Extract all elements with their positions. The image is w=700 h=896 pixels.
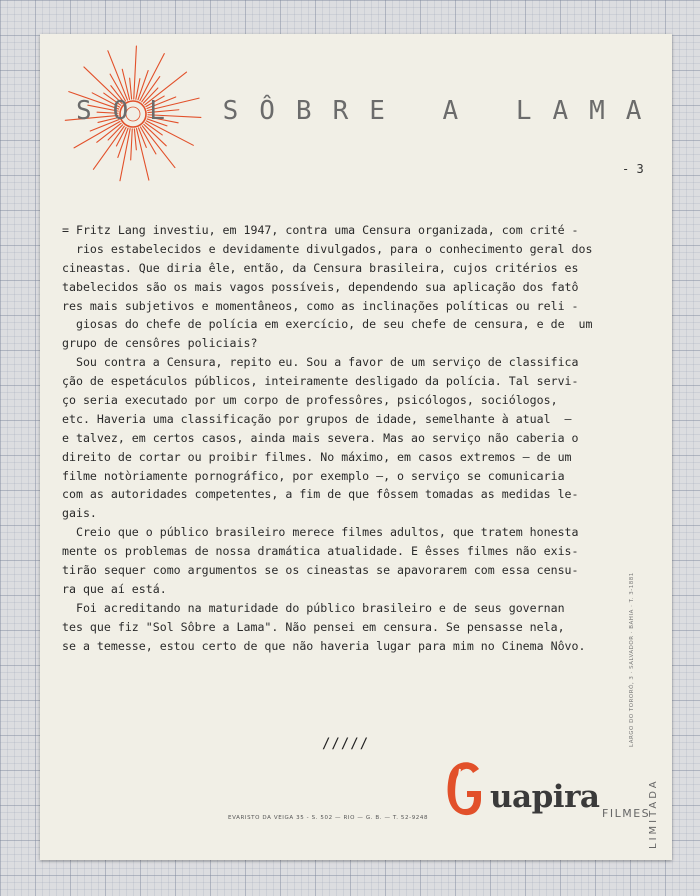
body-line: tes que fiz "Sol Sôbre a Lama". Não pensei em censura. Se pensasse nela, — [62, 619, 565, 634]
letter-body — [62, 221, 648, 655]
body-line: Sou contra a Censura, repito eu. Sou a favor de um serviço de classifica — [62, 355, 579, 370]
sun-ray — [131, 129, 133, 160]
footer-address: EVARISTO DA VEIGA 35 - S. 502 — RIO — G. B. — T. 52-9248 — [228, 815, 429, 821]
body-line: grupo de censôres policiais? — [62, 336, 258, 351]
body-line: mente os problemas de nossa dramática atualidade. E êsses filmes não exis- — [62, 544, 579, 559]
body-line: res mais subjetivos e momentâneos, como as inclinações políticas ou reli - — [62, 298, 579, 313]
sun-ray — [137, 129, 149, 181]
body-line: tabelecidos são os mais vagos possíveis, dependendo sua aplicação dos fatô — [62, 279, 579, 294]
body-line: direito de cortar ou proibir filmes. No máximo, em casos extremos — de um — [62, 449, 572, 464]
body-line: com as autoridades competentes, a fim de que fôssem tomadas as medidas le- — [62, 487, 579, 502]
logo-wordmark: uapira — [490, 779, 600, 815]
body-line: tirão sequer como argumentos se os cineastas se apavorarem com essa censu- — [62, 563, 579, 578]
body-line: se a temesse, estou certo de que não haveria lugar para mim no Cinema Nôvo. — [62, 638, 586, 653]
letter-sheet — [40, 34, 672, 860]
letterhead-title: SOL SÔBRE A LAMA — [76, 96, 663, 126]
body-line: rios estabelecidos e devidamente divulgados, para o conhecimento geral dos — [62, 241, 593, 256]
body-line: = Fritz Lang investiu, em 1947, contra uma Censura organizada, com crité - — [62, 223, 579, 237]
body-line: ção de espetáculos públicos, inteiramente desligado da polícia. Tal servi- — [62, 374, 579, 389]
page-number: - 3 — [622, 162, 644, 176]
body-line: cineastas. Que diria êle, então, da Censura brasileira, cujos critérios es — [62, 260, 579, 275]
body-line: giosas do chefe de polícia em exercício, de seu chefe de censura, e de um — [62, 317, 593, 332]
body-line: Creio que o público brasileiro merece filmes adultos, que tratem honesta — [62, 525, 579, 540]
guapira-logo-icon — [443, 755, 487, 821]
logo-filmes-label: FILMES — [602, 807, 651, 820]
body-line: e talvez, em certos casos, ainda mais severa. Mas ao serviço não caberia o — [62, 430, 579, 445]
sun-ray — [134, 46, 137, 99]
body-line: ra que aí está. — [62, 581, 167, 596]
body-line: filme notòriamente pornográfico, por exemplo —, o serviço se comunicaria — [62, 468, 565, 483]
limitada-label: LIMITADA — [648, 778, 659, 849]
closing-mark: ///// — [322, 736, 370, 752]
side-address: LARGO DO TORORÓ, 3 · SALVADOR · BAHIA · T. 3-1881 — [629, 572, 635, 747]
body-line: etc. Haveria uma classificação por grupos de idade, semelhante à atual — — [62, 411, 572, 426]
body-line: gais. — [62, 506, 97, 521]
sun-ray — [134, 129, 136, 150]
body-line: ço seria executado por um corpo de professôres, psicólogos, sociólogos, — [62, 393, 558, 408]
body-line: Foi acreditando na maturidade do público brasileiro e de seus governan — [62, 600, 565, 615]
